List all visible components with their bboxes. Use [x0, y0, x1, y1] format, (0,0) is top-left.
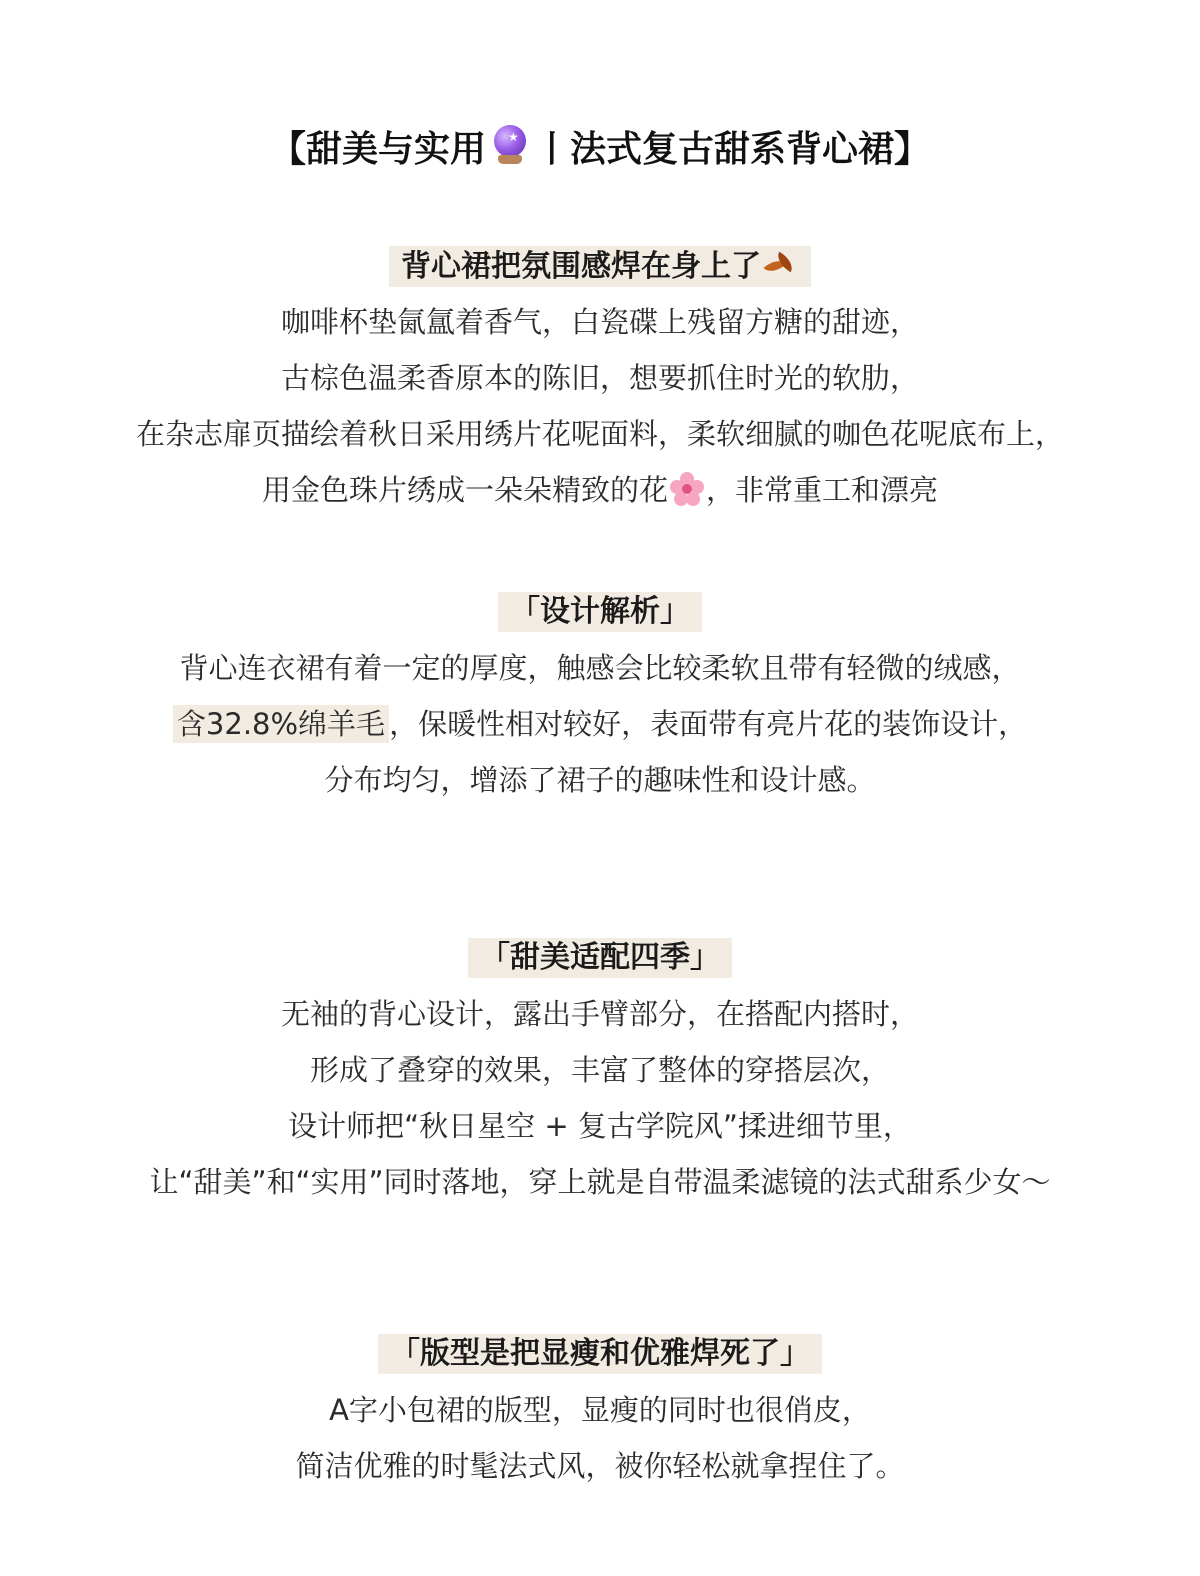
paragraph-line: 用金色珠片绣成一朵朵精致的花 ，非常重工和漂亮 — [261, 473, 939, 507]
paragraph-line: 让“甜美”和“实用”同时落地，穿上就是自带温柔滤镜的法式甜系少女～ — [149, 1165, 1051, 1199]
paragraph-line: A字小包裙的版型，显瘦的同时也很俏皮， — [329, 1393, 871, 1427]
section-heading: 「设计解析」 — [498, 592, 702, 632]
section-four-seasons — [0, 938, 1200, 1210]
page-title — [0, 122, 1200, 178]
crystal-ball-icon: ★ — [490, 123, 530, 169]
paragraph-line: 咖啡杯垫氤氲着香气，白瓷碟上残留方糖的甜迹， — [280, 305, 919, 339]
section-heading: 「甜美适配四季」 — [468, 938, 732, 978]
paragraph-line: 简洁优雅的时髦法式风，被你轻松就拿捏住了。 — [295, 1449, 905, 1483]
fallen-leaves-icon — [763, 246, 799, 282]
paragraph-line: 无袖的背心设计，露出手臂部分，在搭配内搭时， — [280, 997, 919, 1031]
paragraph-line: 设计师把“秋日星空 + 复古学院风”揉进细节里， — [288, 1109, 912, 1143]
title-part-2: 丨法式复古甜系背心裙】 — [534, 129, 931, 170]
paragraph-line: 古棕色温柔香原本的陈旧，想要抓住时光的软肋， — [280, 361, 919, 395]
section-heading: 背心裙把氛围感焊在身上了 — [389, 246, 811, 287]
cherry-blossom-icon — [670, 472, 704, 506]
section-atmosphere — [0, 246, 1200, 518]
paragraph-line: 背心连衣裙有着一定的厚度，触感会比较柔软且带有轻微的绒感， — [179, 651, 1021, 685]
section-design-analysis — [0, 592, 1200, 808]
wool-content-highlight: 含32.8%绵羊毛 — [173, 705, 389, 743]
paragraph-line: 在杂志扉页描绘着秋日采用绣片花呢面料，柔软细腻的咖色花呢底布上， — [135, 417, 1064, 451]
section-heading: 「版型是把显瘦和优雅焊死了」 — [378, 1334, 822, 1374]
paragraph-line: 分布均匀，增添了裙子的趣味性和设计感。 — [324, 763, 876, 797]
section-silhouette — [0, 1334, 1200, 1494]
title-part-1: 【甜美与实用 — [269, 129, 486, 170]
paragraph-line: 含32.8%绵羊毛 ，保暖性相对较好，表面带有亮片花的装饰设计， — [0, 696, 1200, 752]
paragraph-line: 形成了叠穿的效果，丰富了整体的穿搭层次， — [309, 1053, 890, 1087]
